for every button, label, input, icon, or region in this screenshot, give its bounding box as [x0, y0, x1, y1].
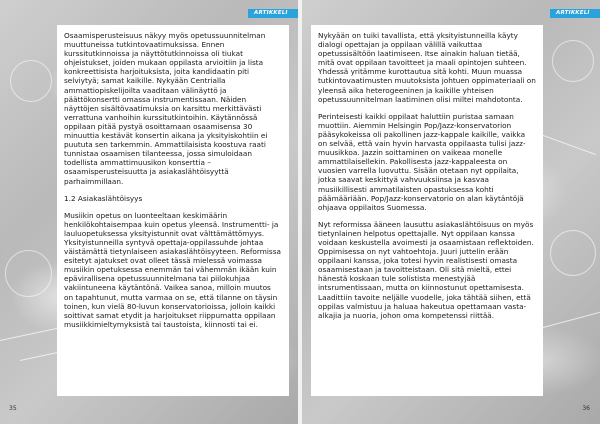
- page-number: 36: [582, 405, 590, 412]
- paragraph: Nyt reformissa ääneen lausuttu asiakaslähtöisuus on myös tietynlainen helpotus opettajalle. Nyt oppilaan kanssa voidaan keskustella avoimesti ja osaamistaan reflektoiden. Oppimisessa on nyt vahtoehtoja. Juuri juttelin erään oppilaani kanssa, joka totesi hyvin realistisesti omasta osaamisestaan ja tavoitteistaan. Oli sitä mieltä, ettei hänestä koskaan tule solistista menestyjää intsrumentissaan, mutta on kiinnostunut opettamisesta. Laadittiin tavoite neljälle vuodelle, joka tähtää siihen, että oppilas valmistuu ja haluaa hakeutua opettamaan vasta-alkajia ja nuoria, johon oma kompetenssi riittää.: [318, 219, 534, 320]
- section-tag: ARTIKKELI: [550, 9, 600, 18]
- right-page: [302, 0, 600, 424]
- article-text-box: [311, 25, 543, 396]
- decorative-ring: [5, 250, 52, 297]
- decorative-ring: [10, 60, 52, 102]
- paragraph: Osaamisperusteisuus näkyy myös opetussuunnitelman muuttuneissa tutkintovaatimuksissa. Ennen kurssitutkinnoissa ja näyttötutkinnoissa oli tiukat ohjeistukset, joiden mukaan oppilasta arvioitiin ja lista konkreettisista harjoituksista, joita kandidaatin piti selviytyä; samat kaikille. Nykyään Centrialla ammattiopiskelijoilta vaaditaan välinäyttö ja päättökonsertti omassa instrumentissaan. Näiden näyttöjen sisältövaatimuksia on karsittu merkittävästi verrattuna vanhoihin kurssitutkintoihin. Käytännössä oppilaan pitää pystyä osoittamaan osaamisensa 30 minuuttia kestävät konsertin aikana ja yksityiskohtiin ei puututa sen tarkemmin. Ammattilaisista koostuva raati tunnistaa osaamisen tilanteessa, jossa simuloidaan todellista ammattimuusikon konserttia – osaamisperusteisuutta ja asiakaslähtöisyyttä parhaimmillaan.: [64, 31, 268, 186]
- section-tag: ARTIKKELI: [248, 9, 298, 18]
- paragraph: Musiikin opetus on luonteeltaan keskimäärin henkilökohtaisempaa kuin opetus yleensä. Instrumentti- ja lauluopetuksessa yksityistunnit ovat välttämättömyys. Yksityistunneilla syntyvä opettaja-oppilassuhde johtaa väistämättä tietynlaiseen asiakaslähtöisyyteen. Reformissa esitetyt ajatukset ovat olleet tässä mielessä voimassa musiikin opetuksessa enemmän tai vähemmän ikään kuin epävirallisena opetussuunnitelmana tai piilokuhjaa vakiintuneena käytäntönä. Vaikea sanoa, milloin muutos on tapahtunut, mutta varmaa on se, että tilanne on täysin toinen, kun vielä 80-luvun konservatorioissa, jolloin kaikki soittivat samat etydit ja harjoitukset riippumatta oppilaan musiikkimieltymyksistä tai taustoista, kiinnosti tai ei.: [64, 210, 281, 329]
- section-heading: 1.2 Asiakaslähtöisyys: [64, 193, 143, 203]
- article-text-box: [57, 25, 289, 396]
- paragraph: Nykyään on tuiki tavallista, että yksityistunneilla käyty dialogi opettajan ja oppilaan välillä vaikuttaa opetussisältöön laatimiseen. Itse ainakin haluan tietää, mitä ovat oppilaan tavoitteet ja maali opintojen suhteen. Yhdessä yritämme kurottautua sitä kohti. Muun muassa tutkintovaatimusten muutoksista johtuen oppimateriaali on yleensä aika heterogeeninen ja kaikille yhteisen opetussuunnitelman laatiminen olisi miltei mahdotonta.: [318, 31, 536, 104]
- decorative-ring: [552, 40, 594, 82]
- left-page: [0, 0, 298, 424]
- page-number: 35: [9, 405, 17, 412]
- decorative-ring: [550, 230, 596, 276]
- paragraph: Perinteisesti kaikki oppilaat haluttiin puristaa samaan muottiin. Aiemmin Helsingin Pop/Jazz-konservatorion pääsykokeissa oli pakollinen jazz-kappale kaikille, vaikka on selvää, että vain hyvin harvasta oppilaasta tulisi jazz-muusikkoa. Jazzin soittaminen on vaikeaa monelle ammattilaisellekin. Pakollisesta jazz-kappaleesta on vuosien varrella luovuttu. Sisään otetaan nyt oppilaita, jotka saavat keskittyä vahvuuksiinsa ja kasvaa musiikillisesti ammatilaisten opastuksessa kohti päämääriään. Pop/Jazz-konservatorio on alan käytäntöjä ohjaava oppilaitos Suomessa.: [318, 111, 526, 212]
